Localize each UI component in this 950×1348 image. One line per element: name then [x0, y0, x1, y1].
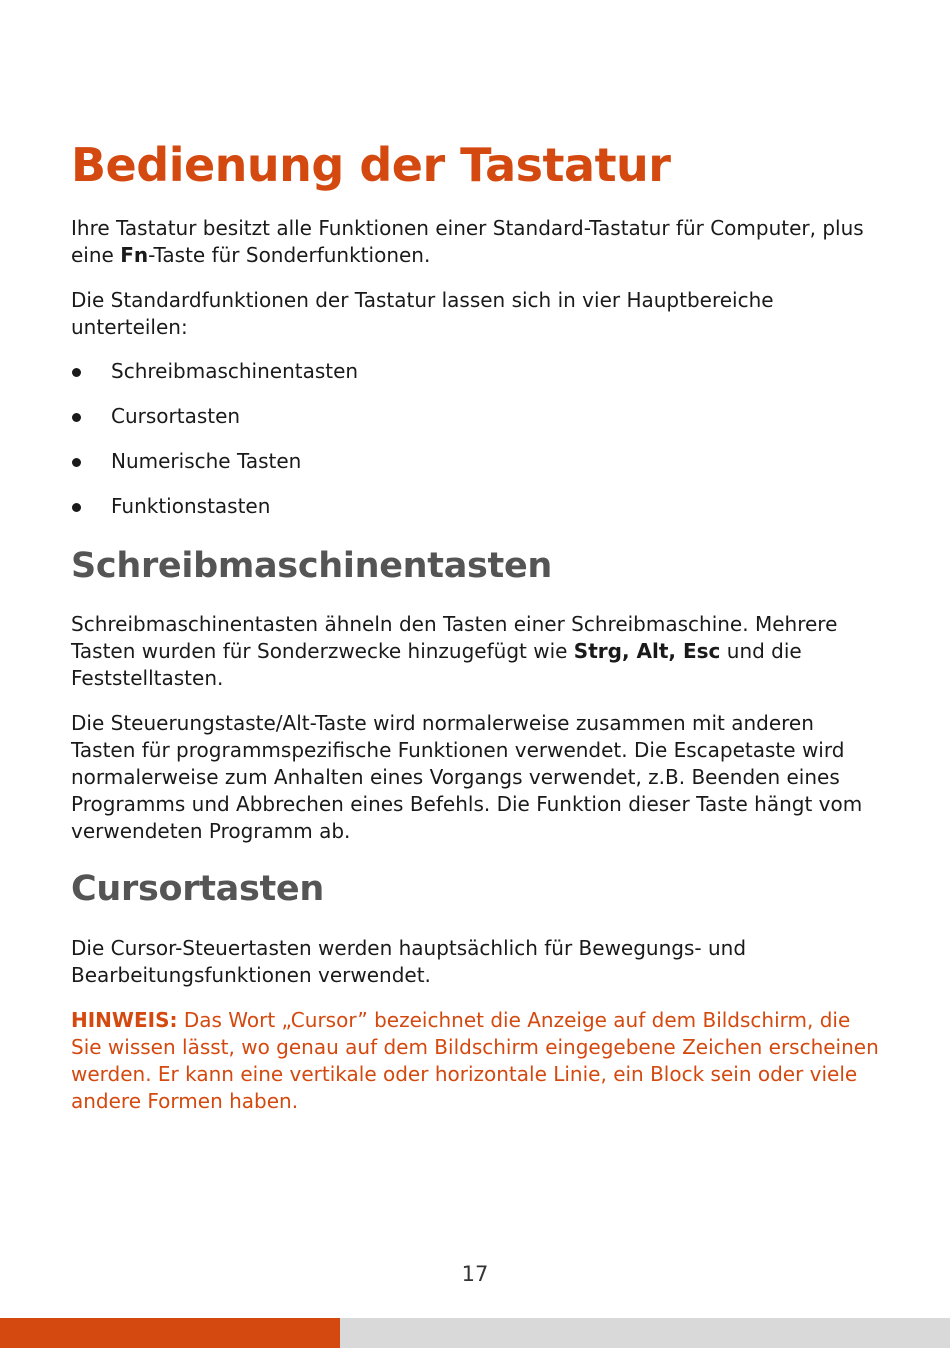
- bullet-icon: [72, 458, 81, 467]
- note-paragraph: [71, 1007, 881, 1115]
- alt-key-label: Alt: [636, 639, 669, 663]
- list-item: [71, 493, 358, 538]
- typewriter-keys-paragraph-2: Die Steuerungstaste/Alt-Taste wird normalerweise zusammen mit anderen Tasten für programmspezifische Funktionen verwendet. Die Escapetaste wird normalerweise zum Anhalten eines Vorgangs verwendet, z.B. Beenden eines Programms und Abbrechen eines Befehls. Die Funktion dieser Taste hängt vom verwendeten Programm ab.: [71, 711, 863, 843]
- key-separator: ,: [621, 639, 637, 663]
- list-item: [71, 448, 358, 493]
- bullet-icon: [72, 368, 81, 377]
- bullet-icon: [72, 503, 81, 512]
- typewriter-text-b: und die Feststelltasten.: [71, 639, 802, 690]
- intro-paragraph-2: Die Standardfunktionen der Tastatur lassen sich in vier Hauptbereiche unterteilen:: [71, 288, 774, 339]
- list-item-label: Cursortasten: [111, 404, 241, 428]
- list-item: [71, 403, 358, 448]
- list-item-label: Funktionstasten: [111, 494, 271, 518]
- list-item-label: Numerische Tasten: [111, 449, 302, 473]
- list-item: [71, 358, 358, 403]
- bullet-icon: [72, 413, 81, 422]
- key-separator: ,: [668, 639, 683, 663]
- intro-text-b: -Taste für Sonderfunktionen.: [148, 243, 431, 267]
- note-label: HINWEIS:: [71, 1008, 178, 1032]
- intro-text-a: Ihre Tastatur besitzt alle Funktionen einer Standard-Tastatur für Computer, plus eine: [71, 216, 864, 267]
- esc-key-label: Esc: [682, 639, 721, 663]
- intro-paragraph-1: [71, 215, 881, 269]
- typewriter-text-a: Schreibmaschinentasten ähneln den Tasten einer Schreibmaschine. Mehrere Tasten wurden für Sonderzwecke hinzugefügt wie: [71, 612, 838, 663]
- fn-key-label: Fn: [120, 243, 149, 267]
- page-number: 17: [461, 1262, 489, 1286]
- page-title: Bedienung der Tastatur: [71, 138, 671, 192]
- footer-accent-bar: [0, 1318, 340, 1348]
- note-text: Das Wort „Cursor” bezeichnet die Anzeige auf dem Bildschirm, die Sie wissen lässt, wo genau auf dem Bildschirm eingegebene Zeichen erscheinen werden. Er kann eine vertikale oder horizontale Linie, ein Block sein oder viele andere Formen haben.: [71, 1008, 879, 1113]
- key-areas-list: [71, 358, 358, 538]
- section-heading-typewriter-keys: Schreibmaschinentasten: [71, 546, 553, 586]
- strg-key-label: Strg: [573, 639, 622, 663]
- footer-gray-bar: [340, 1318, 950, 1348]
- cursor-keys-paragraph: Die Cursor-Steuertasten werden hauptsächlich für Bewegungs- und Bearbeitungsfunktionen verwendet.: [71, 936, 747, 987]
- section-heading-cursor-keys: Cursortasten: [71, 869, 324, 909]
- list-item-label: Schreibmaschinentasten: [111, 359, 359, 383]
- typewriter-keys-paragraph-1: [71, 611, 881, 692]
